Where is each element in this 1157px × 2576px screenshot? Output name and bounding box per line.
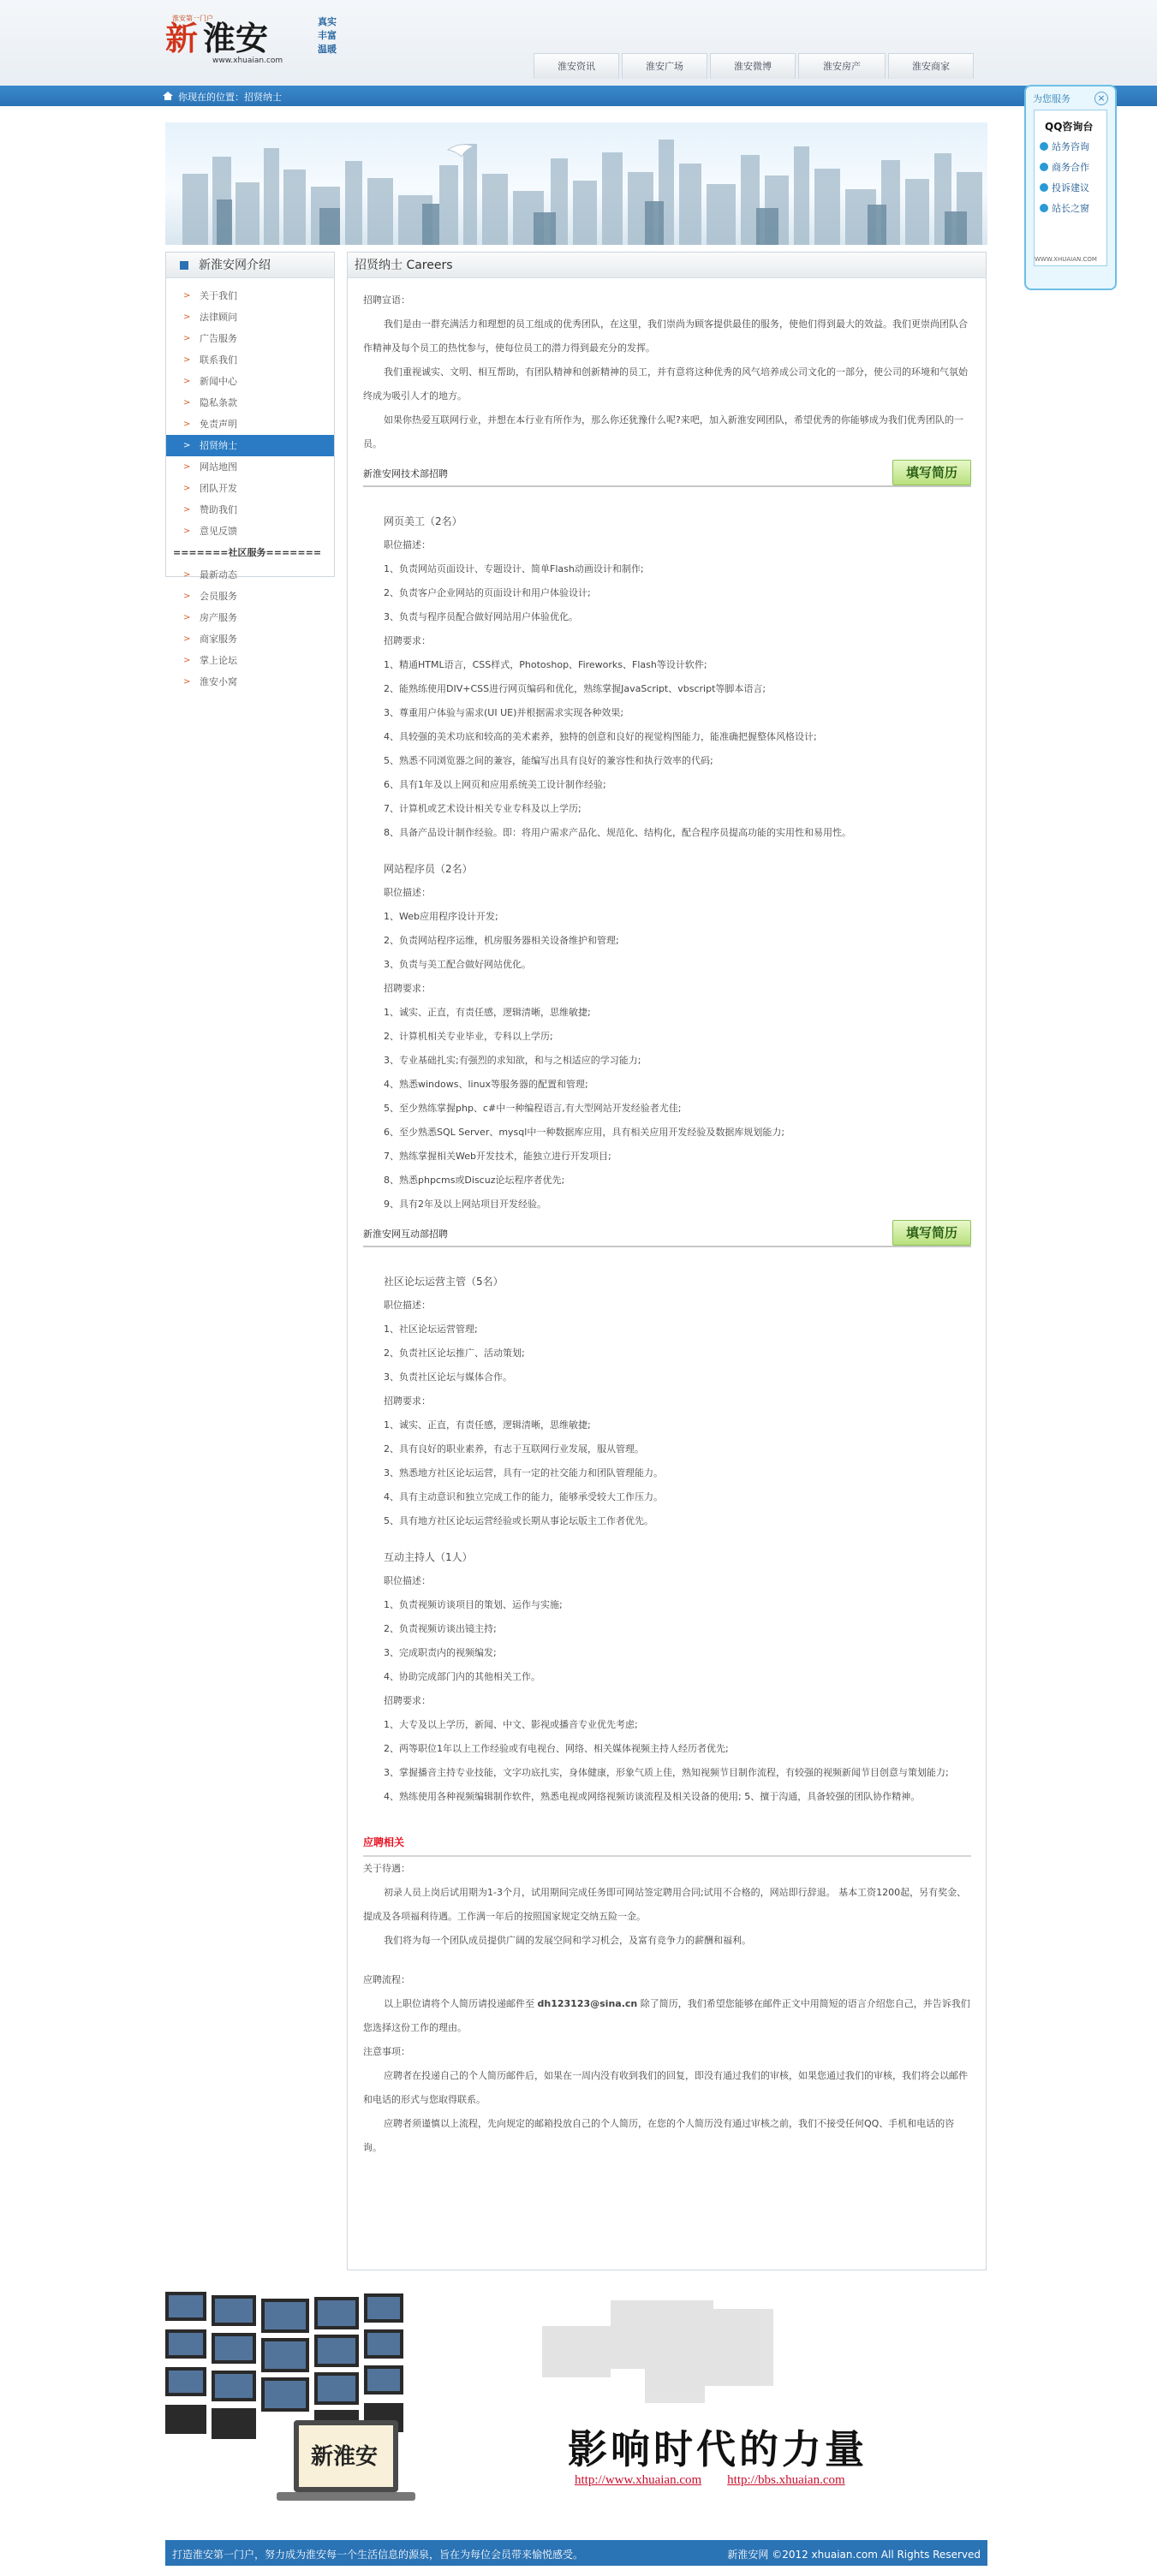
nav-square[interactable]: 淮安广场	[622, 53, 707, 79]
job-line: 2、负责社区论坛推广、活动策划;	[384, 1347, 525, 1359]
apply-button[interactable]: 填写简历	[892, 1220, 971, 1246]
treatment-paragraph: 初录人员上岗后试用期为1-3个月，试用期间完成任务即可网站签定聘用合同;试用不合格的，网站即行辞退。 基本工资1200起，另有奖金、提成及各项福利待遇。工作满一年后的按照国家规定交纳五险一金。	[363, 1887, 967, 1922]
site-logo[interactable]	[164, 12, 354, 67]
community-item[interactable]: > 房产服务	[166, 607, 334, 628]
header	[0, 0, 1157, 86]
job-line: 2、能熟练使用DIV+CSS进行网页编码和优化，熟练掌握JavaScript、vbscript等脚本语言;	[384, 683, 766, 694]
job-line: 8、具备产品设计制作经验。即：将用户需求产品化、规范化、结构化，配合程序员提高功能的实用性和易用性。	[384, 827, 851, 838]
svg-text:淮安: 淮安	[203, 19, 269, 57]
home-icon[interactable]	[163, 92, 173, 100]
job-line: 3、负责社区论坛与媒体合作。	[384, 1371, 512, 1383]
job-line: 2、负责客户企业网站的页面设计和用户体验设计;	[384, 587, 591, 598]
email-link[interactable]: dh123123@sina.cn	[537, 1998, 638, 2009]
duty-label: 职位描述：	[384, 1575, 431, 1586]
sidebar-list	[166, 278, 334, 542]
section-interact	[363, 1222, 971, 1247]
sidebar-item[interactable]: > 赞助我们	[166, 499, 334, 521]
process-paragraph	[363, 1992, 971, 2040]
job-line: 1、负责视频访谈项目的策划、运作与实施;	[384, 1599, 563, 1610]
sidebar-item[interactable]: > 网站地图	[166, 456, 334, 478]
job-line: 3、尊重用户体验与需求(UI UE)并根据需求实现各种效果;	[384, 707, 624, 718]
qq-item-label: 站务咨询	[1052, 141, 1089, 152]
job-line: 9、具有2年及以上网站项目开发经验。	[384, 1199, 546, 1210]
main-content	[347, 252, 987, 2270]
job-line: 5、至少熟练掌握php、c#中一种编程语言,有大型网站开发经验者尤佳;	[384, 1103, 682, 1114]
footer-link-bbs[interactable]: http://bbs.xhuaian.com	[727, 2473, 845, 2487]
intro-paragraph: 我们重视诚实、文明、相互帮助，有团队精神和创新精神的员工，并有意将这种优秀的风气培养成公司文化的一部分，使公司的环境和气氛始终成为吸引人才的地方。	[363, 366, 968, 402]
nav-news[interactable]: 淮安资讯	[534, 53, 619, 79]
community-item[interactable]: > 会员服务	[166, 586, 334, 607]
job-line: 3、负责与程序员配合做好网站用户体验优化。	[384, 611, 578, 622]
laptop-logo: 新淮安	[311, 2444, 379, 2470]
qq-item-label: 商务合作	[1052, 162, 1089, 173]
job-title: 互动主持人（1人）	[384, 1551, 473, 1563]
job-line: 1、诚实、正直，有责任感，逻辑清晰，思维敏捷;	[384, 1419, 591, 1431]
job-line: 3、完成职责内的视频编发;	[384, 1647, 497, 1658]
logo-tagline: 淮安第一门户	[172, 15, 213, 22]
sidebar-item[interactable]: > 意见反馈	[166, 521, 334, 542]
treatment-label: 关于待遇：	[363, 1863, 410, 1874]
job-line: 4、具有主动意识和独立完成工作的能力，能够承受较大工作压力。	[384, 1491, 663, 1502]
qq-service-panel	[1024, 85, 1117, 290]
job-line: 5、熟悉不同浏览器之间的兼容，能编写出具有良好的兼容性和执行效率的代码;	[384, 755, 713, 766]
job-line: 2、计算机相关专业毕业，专科以上学历;	[384, 1031, 553, 1042]
qq-item-label: 投诉建议	[1052, 182, 1089, 193]
section-label: 新淮安网互动部招聘	[363, 1229, 448, 1240]
job-line: 1、诚实、正直，有责任感，逻辑清晰，思维敏捷;	[384, 1007, 591, 1018]
job-line: 4、熟练使用各种视频编辑制作软件，熟悉电视或网络视频访谈流程及相关设备的使用; 5、擅于沟通，具备较强的团队协作精神。	[384, 1791, 921, 1802]
breadcrumb-bar	[0, 86, 1157, 106]
copyright-bar	[165, 2540, 987, 2566]
job-line: 2、负责视频访谈出镜主持;	[384, 1623, 497, 1634]
qq-panel-header: 为您服务	[1033, 93, 1071, 104]
job-line: 6、具有1年及以上网页和应用系统美工设计制作经验;	[384, 779, 606, 790]
footer-link-www[interactable]: http://www.xhuaian.com	[575, 2473, 702, 2487]
req-label: 招聘要求：	[384, 1395, 431, 1407]
sidebar-item[interactable]: > 免责声明	[166, 413, 334, 435]
job-line: 5、具有地方社区论坛运营经验或长期从事论坛版主工作者优先。	[384, 1515, 653, 1526]
notes-label: 注意事项：	[363, 2046, 410, 2057]
job-line: 3、掌握播音主持专业技能，文字功底扎实，身体健康，形象气质上佳，熟知视频节目制作流程，有较强的视频新闻节目创意与策划能力;	[384, 1767, 949, 1778]
slogan-2: 丰富	[318, 30, 337, 41]
job-line: 7、熟练掌握相关Web开发技术，能独立进行开发项目;	[384, 1151, 611, 1162]
skyline-image	[165, 122, 987, 245]
article-body	[363, 289, 971, 2160]
footer-links	[575, 2473, 845, 2488]
job-line: 2、具有良好的职业素养，有志于互联网行业发展，服从管理。	[384, 1443, 644, 1455]
qq-item-4[interactable]	[1040, 201, 1089, 215]
qq-icon	[1040, 204, 1048, 212]
process-text: 除了简历，我们希望您能够在邮件正文中用简短的语言介绍您自己，并告诉我们您选择这份工作的理由。	[363, 1998, 970, 2033]
slogan-3: 温暖	[318, 44, 337, 55]
breadcrumb: 你现在的位置：招贤纳士	[178, 92, 282, 103]
sidebar-item[interactable]: > 关于我们	[166, 285, 334, 306]
media-wall-image	[165, 2292, 987, 2527]
job-line: 6、至少熟悉SQL Server、mysql中一种数据库应用，具有相关应用开发经验及数据库规划能力;	[384, 1127, 785, 1138]
job-line: 3、熟悉地方社区论坛运营，具有一定的社交能力和团队管理能力。	[384, 1467, 663, 1478]
req-label: 招聘要求：	[384, 635, 431, 646]
req-label: 招聘要求：	[384, 1695, 431, 1706]
close-icon[interactable]: ×	[1094, 92, 1108, 105]
qq-panel-footer: WWW.XHUAIAN.COM	[1035, 256, 1097, 263]
intro-paragraph: 我们是由一群充满活力和理想的员工组成的优秀团队，在这里，我们崇尚为顾客提供最佳的服务，使他们得到最大的效益。我们更崇尚团队合作精神及每个员工的热忱参与，使每位员工的潜力得到最充分的发挥。	[363, 318, 968, 354]
job-title: 网站程序员（2名）	[384, 863, 473, 875]
community-item[interactable]: > 掌上论坛	[166, 650, 334, 671]
sidebar-item-active[interactable]: > 招贤纳士	[166, 435, 334, 456]
sidebar-item[interactable]: > 联系我们	[166, 349, 334, 371]
job-line: 3、专业基础扎实;有强烈的求知欲，和与之相适应的学习能力;	[384, 1055, 641, 1066]
section-label: 新淮安网技术部招聘	[363, 468, 448, 479]
job-line: 1、负责网站页面设计、专题设计、简单Flash动画设计和制作;	[384, 563, 644, 574]
job-line: 2、负责网站程序运维，机房服务器相关设备维护和管理;	[384, 935, 619, 946]
apply-button[interactable]: 填写简历	[892, 460, 971, 485]
job-line: 1、精通HTML语言，CSS样式，Photoshop、Fireworks、Flash等设计软件;	[384, 659, 707, 670]
notes-paragraph: 应聘者在投递自己的个人简历邮件后，如果在一周内没有收到我们的回复，即没有通过我们的审核，如果您通过我们的审核，我们将会以邮件和电话的形式与您取得联系。	[363, 2070, 968, 2105]
slogan-1: 真实	[318, 16, 337, 27]
community-item[interactable]: > 淮安小窝	[166, 671, 334, 693]
job-title: 网页美工（2名）	[384, 515, 462, 527]
job-title: 社区论坛运营主管（5名）	[384, 1276, 504, 1288]
job-line: 1、Web应用程序设计开发;	[384, 911, 498, 922]
nav-weibo[interactable]: 淮安微博	[710, 53, 796, 79]
job-line: 1、大专及以上学历，新闻、中文、影视或播音专业优先考虑;	[384, 1719, 638, 1730]
community-item[interactable]: > 最新动态	[166, 564, 334, 586]
qq-item-3[interactable]	[1040, 181, 1089, 194]
qq-item-1[interactable]	[1040, 140, 1089, 153]
footer-calligraphy: 影响时代的力量	[568, 2426, 868, 2472]
community-item[interactable]: > 商家服务	[166, 628, 334, 650]
qq-icon	[1040, 163, 1048, 171]
qq-icon	[1040, 183, 1048, 192]
intro-label: 招聘宣语：	[363, 294, 410, 306]
community-list	[166, 564, 334, 693]
sidebar-item[interactable]: > 法律顾问	[166, 306, 334, 328]
duty-label: 职位描述：	[384, 887, 431, 898]
intro-paragraph: 如果你热爱互联网行业，并想在本行业有所作为，那么你还犹豫什么呢?来吧，加入新淮安网团队，希望优秀的你能够成为我们优秀团队的一员。	[363, 414, 963, 449]
sidebar-title: 新淮安网介绍	[166, 253, 334, 278]
job-line: 4、熟悉windows、linux等服务器的配置和管理;	[384, 1079, 588, 1090]
section-tech	[363, 461, 971, 487]
job-line: 7、计算机或艺术设计相关专业专科及以上学历;	[384, 803, 581, 814]
logo-url: www.xhuaian.com	[212, 57, 283, 65]
copyright-slogan: 打造淮安第一门户，努力成为淮安每一个生活信息的源泉，旨在为每位会员带来愉悦感受。	[172, 2549, 584, 2561]
treatment-paragraph: 我们将为每一个团队成员提供广阔的发展空间和学习机会，及富有竞争力的薪酬和福利。	[384, 1935, 751, 1946]
qq-icon	[1040, 142, 1048, 151]
req-label: 招聘要求：	[384, 983, 431, 994]
job-line: 4、具较强的美术功底和较高的美术素养，独特的创意和良好的视觉构图能力，能准确把握整体风格设计;	[384, 731, 817, 742]
sidebar-item[interactable]: > 团队开发	[166, 478, 334, 499]
job-line: 2、两等职位1年以上工作经验或有电视台、网络、相关媒体视频主持人经历者优先;	[384, 1743, 729, 1754]
community-title: =======社区服务=======	[173, 547, 322, 558]
process-text: 以上职位请将个人简历请投递邮件至	[384, 1998, 538, 2009]
related-title: 应聘相关	[363, 1829, 971, 1857]
nav-merchant[interactable]: 淮安商家	[888, 53, 974, 79]
page-title: 招贤纳士 Careers	[348, 253, 986, 278]
job-line: 3、负责与美工配合做好网站优化。	[384, 959, 531, 970]
footer-banner	[165, 2292, 987, 2527]
duty-label: 职位描述：	[384, 1300, 431, 1311]
nav-house[interactable]: 淮安房产	[798, 53, 886, 79]
sidebar	[165, 252, 335, 687]
qq-panel-title: QQ咨询台	[1045, 121, 1094, 133]
svg-text:新: 新	[165, 19, 199, 57]
sidebar-item[interactable]: > 新闻中心	[166, 371, 334, 392]
notes-paragraph: 应聘者须谨慎以上流程，先向规定的邮箱投放自己的个人简历，在您的个人简历没有通过审核之前，我们不接受任何QQ、手机和电话的咨询。	[363, 2118, 955, 2153]
sidebar-item[interactable]: > 隐私条款	[166, 392, 334, 413]
qq-item-label: 站长之窗	[1052, 203, 1089, 214]
sidebar-item[interactable]: > 广告服务	[166, 328, 334, 349]
main-nav	[534, 53, 976, 80]
slogan	[318, 15, 352, 57]
job-line: 4、协助完成部门内的其他相关工作。	[384, 1671, 540, 1682]
process-label: 应聘流程：	[363, 1974, 410, 1985]
job-line: 1、社区论坛运营管理;	[384, 1324, 478, 1335]
qq-item-2[interactable]	[1040, 160, 1089, 174]
duty-label: 职位描述：	[384, 539, 431, 550]
city-banner	[165, 122, 987, 245]
qq-panel-body	[1034, 110, 1107, 266]
copyright-text: 新淮安网 ©2012 xhuaian.com All Rights Reserved	[727, 2549, 981, 2561]
job-line: 8、熟悉phpcms或Discuz论坛程序者优先;	[384, 1175, 565, 1186]
